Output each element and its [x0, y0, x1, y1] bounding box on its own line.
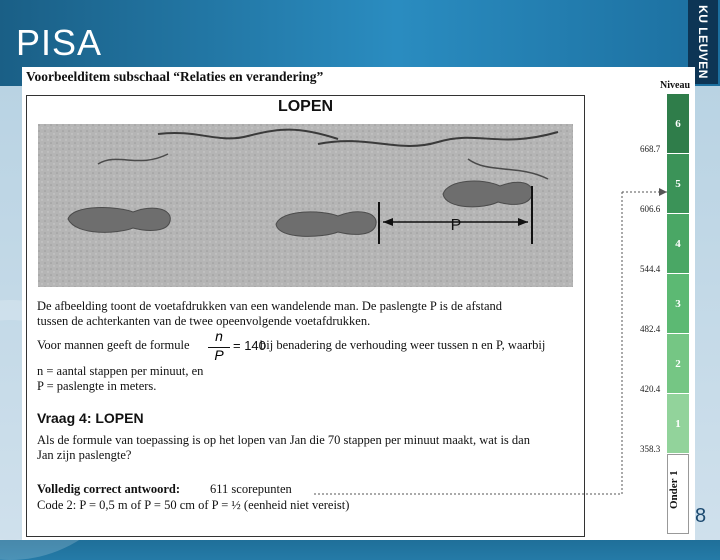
- scale-level: Onder 1: [667, 454, 689, 534]
- formula-outro: bij benadering de verhouding weer tussen n en P, waarbij: [260, 338, 546, 352]
- formula-intro: Voor mannen geeft de formule: [37, 338, 190, 352]
- scale-cutoff: 358.3: [640, 444, 661, 454]
- definition-p: P = paslengte in meters.: [37, 379, 157, 393]
- question-line-1: Als de formule van toepassing is op het lopen van Jan die 70 stappen per minuut maakt, wat is dan: [37, 433, 530, 447]
- item-sheet: [22, 67, 695, 540]
- answer-score: 611 scorepunten: [210, 482, 292, 496]
- sheet-title: Voorbeelditem subschaal “Relaties en verandering”: [26, 69, 324, 84]
- scale-level: 4: [667, 214, 689, 274]
- footprints-image: [38, 124, 573, 287]
- scale-level: 5: [667, 154, 689, 214]
- scale-cutoff: 482.4: [640, 324, 661, 334]
- formula-rhs: = 140: [233, 338, 266, 353]
- page-number: 8: [695, 505, 707, 527]
- scale-cutoff: 606.6: [640, 204, 661, 214]
- definition-n: n = aantal stappen per minuut, en: [37, 364, 204, 378]
- footprints-photo: [38, 124, 573, 287]
- scale-level: 1: [667, 394, 689, 454]
- formula-numerator: n: [215, 328, 223, 344]
- scale-cutoff: 668.7: [640, 144, 661, 154]
- formula-denominator: P: [214, 347, 224, 363]
- scale-cutoff: 544.4: [640, 264, 661, 274]
- scale-cutoff: 420.4: [640, 384, 661, 394]
- logo-text: KU LEUVEN: [696, 5, 710, 79]
- item-box: [26, 95, 585, 537]
- paragraph-line-2: tussen de achterkanten van de twee opeenvolgende voetafdrukken.: [37, 314, 371, 328]
- slide-title: PISA: [16, 22, 103, 63]
- stride-label: P: [450, 217, 462, 234]
- scale-level: 2: [667, 334, 689, 394]
- unit-title: LOPEN: [277, 98, 334, 115]
- scale-level: 3: [667, 274, 689, 334]
- answer-code: Code 2: P = 0,5 m of P = 50 cm of P = ½ (eenheid niet vereist): [37, 498, 350, 512]
- paragraph-line-1: De afbeelding toont de voetafdrukken van een wandelende man. De paslengte P is de afstand: [37, 299, 502, 313]
- answer-title: Volledig correct antwoord:: [37, 482, 181, 496]
- scale-level: 6: [667, 94, 689, 154]
- question-title: Vraag 4: LOPEN: [37, 410, 144, 426]
- question-line-2: Jan zijn paslengte?: [37, 448, 132, 462]
- scale-header: Niveau: [660, 80, 690, 91]
